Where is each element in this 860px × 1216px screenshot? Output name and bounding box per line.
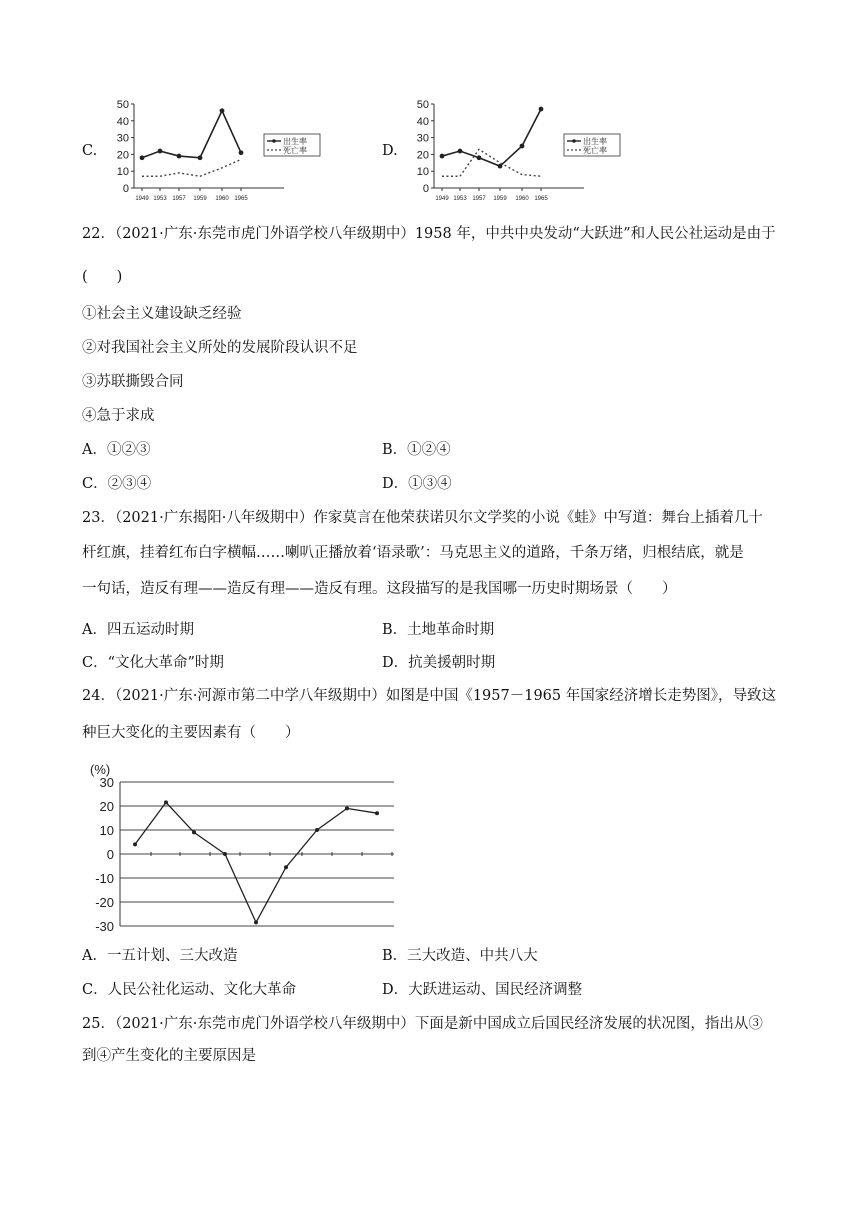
y-tick-label: 10 <box>99 823 114 838</box>
q23-stem-line1: 23．（2021·广东揭阳·八年级期中）作家莫言在他荣获诺贝尔文学奖的小说《蛙》中写道：舞台上插着几十 <box>82 510 763 526</box>
q24-option-d[interactable]: D．大跃进运动、国民经济调整 <box>382 982 583 998</box>
birth-rate-point <box>158 149 163 154</box>
x-tick-label: 1960 <box>215 196 229 202</box>
y-tick-label: -30 <box>95 919 114 932</box>
legend-birth-label: 出生率 <box>583 137 607 146</box>
q25-stem-line2: 到④产生变化的主要原因是 <box>82 1048 256 1064</box>
option-c-birth-death-chart <box>108 96 338 206</box>
y-tick-label: 40 <box>116 115 129 128</box>
q22-stem-line2: ( ) <box>82 269 123 285</box>
x-tick-label: 1949 <box>435 196 449 202</box>
birth-rate-line <box>142 111 241 158</box>
option-d-birth-death-chart <box>408 96 638 206</box>
x-tick-label: 1953 <box>453 196 467 202</box>
birth-rate-point <box>477 155 482 160</box>
q24-stem-line2: 种巨大变化的主要因素有（ ） <box>82 725 300 741</box>
y-tick-label: 40 <box>416 115 429 128</box>
legend-birth-label: 出生率 <box>283 137 307 146</box>
x-tick-label: 1959 <box>493 196 507 202</box>
death-rate-line <box>142 159 241 176</box>
birth-rate-point <box>520 144 525 149</box>
q22-option-c[interactable]: C．②③④ <box>82 476 152 492</box>
growth-point <box>375 811 379 815</box>
q22-item-3: ③苏联撕毁合同 <box>82 374 184 390</box>
y-tick-label: 20 <box>416 149 429 162</box>
growth-point <box>192 830 196 834</box>
y-axis-unit: (%) <box>90 762 111 777</box>
legend-birth-marker <box>272 139 276 143</box>
birth-rate-point <box>539 107 544 112</box>
birth-rate-point <box>458 149 463 154</box>
birth-rate-point <box>220 108 225 113</box>
option-d-label: D. <box>382 143 398 159</box>
birth-rate-point <box>140 155 145 160</box>
q22-item-2: ②对我国社会主义所处的发展阶段认识不足 <box>82 340 358 356</box>
x-tick-label: 1965 <box>534 196 548 202</box>
y-tick-label: 20 <box>99 799 114 814</box>
y-tick-label: -10 <box>95 871 114 886</box>
growth-point <box>223 852 227 856</box>
x-tick-label: 1965 <box>234 196 248 202</box>
birth-rate-point <box>198 155 203 160</box>
y-tick-label: 0 <box>106 847 114 862</box>
x-tick-label: 1960 <box>515 196 529 202</box>
q24-option-b[interactable]: B．三大改造、中共八大 <box>382 948 538 964</box>
q23-option-b[interactable]: B．土地革命时期 <box>382 622 495 638</box>
q23-option-c[interactable]: C．“文化大革命”时期 <box>82 655 224 671</box>
x-tick-label: 1957 <box>172 196 186 202</box>
q22-option-d[interactable]: D．①③④ <box>382 476 452 492</box>
y-tick-label: 0 <box>122 183 129 195</box>
q24-stem-line1: 24．（2021·广东·河源市第二中学八年级期中）如图是中国《1957－1965 年国家经济增长走势图》，导致这 <box>82 688 776 704</box>
legend-death-label: 死亡率 <box>583 146 607 155</box>
x-tick-label: 1953 <box>153 196 167 202</box>
birth-rate-point <box>239 150 244 155</box>
option-c-label: C. <box>82 143 98 159</box>
q25-stem-line1: 25．（2021·广东·东莞市虎门外语学校八年级期中）下面是新中国成立后国民经济发展的状况图，指出从③ <box>82 1016 763 1032</box>
y-tick-label: 50 <box>116 99 129 111</box>
x-tick-label: 1957 <box>472 196 486 202</box>
q23-stem-line3: 一句话，造反有理——造反有理——造反有理。这段描写的是我国哪一历史时期场景（ ） <box>82 581 677 597</box>
legend-birth-marker <box>572 139 576 143</box>
birth-rate-point <box>177 154 182 159</box>
q24-option-c[interactable]: C．人民公社化运动、文化大革命 <box>82 982 297 998</box>
x-tick-label: 1959 <box>193 196 207 202</box>
q22-stem-line1: 22．（2021·广东·东莞市虎门外语学校八年级期中）1958 年，中共中央发动“大跃进”和人民公社运动是由于 <box>82 226 776 242</box>
growth-point <box>345 806 349 810</box>
growth-point <box>315 828 319 832</box>
q24-option-a[interactable]: A．一五计划、三大改造 <box>82 948 238 964</box>
birth-rate-point <box>440 154 445 159</box>
growth-point <box>164 800 168 804</box>
y-tick-label: 30 <box>116 132 129 145</box>
birth-rate-line <box>442 109 541 166</box>
y-tick-label: 20 <box>116 149 129 162</box>
y-tick-label: 50 <box>416 99 429 111</box>
y-tick-label: 30 <box>416 132 429 145</box>
growth-point <box>133 842 137 846</box>
economic-growth-chart <box>82 760 402 932</box>
y-tick-label: 10 <box>416 166 429 179</box>
growth-line <box>135 802 377 922</box>
legend-death-label: 死亡率 <box>283 146 307 155</box>
q23-stem-line2: 杆红旗，挂着红布白字横幅……喇叭正播放着‘语录歌’：马克思主义的道路，千条万绪，归根结底，就是 <box>82 545 744 561</box>
y-tick-label: 0 <box>422 183 429 195</box>
q22-option-a[interactable]: A．①②③ <box>82 442 151 458</box>
y-tick-label: 30 <box>99 775 114 790</box>
q23-option-d[interactable]: D．抗美援朝时期 <box>382 655 496 671</box>
q22-item-1: ①社会主义建设缺乏经验 <box>82 306 242 322</box>
q22-option-b[interactable]: B．①②④ <box>382 442 451 458</box>
growth-point <box>254 920 258 924</box>
growth-point <box>284 865 288 869</box>
q22-item-4: ④急于求成 <box>82 408 155 424</box>
y-tick-label: -20 <box>95 895 114 910</box>
q23-option-a[interactable]: A．四五运动时期 <box>82 622 194 638</box>
x-tick-label: 1949 <box>135 196 149 202</box>
y-tick-label: 10 <box>116 166 129 179</box>
